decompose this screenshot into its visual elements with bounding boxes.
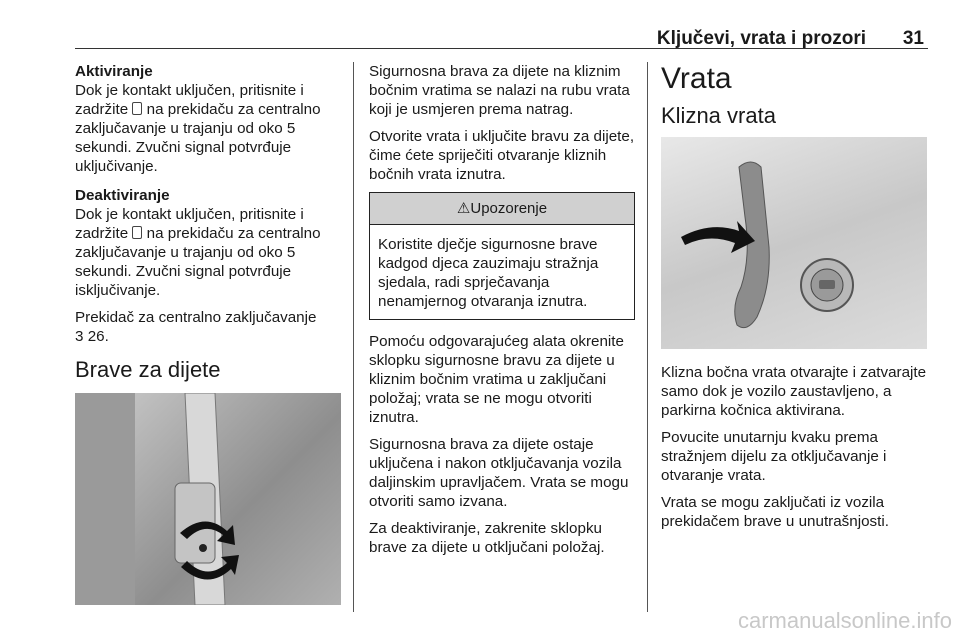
reference-page[interactable]: 26.: [87, 328, 109, 345]
watermark: carmanualsonline.info: [737, 608, 952, 633]
column-right: [661, 62, 929, 539]
paragraph: Otvorite vrata i uključite bravu za dijete, čime ćete spriječiti otvaranje kliznih bočnih vrata iznutra.: [369, 128, 635, 183]
column-divider: [647, 62, 648, 612]
deactivate-heading: Deaktiviranje: [75, 187, 170, 204]
pull-arrow-icon: [681, 221, 755, 253]
warning-title: Upozorenje: [470, 200, 548, 217]
deactivate-paragraph: Dok je kontakt uključen, pritisnite i zadržite na prekidaču za centralno zaključavanje u trajanju od oko 5 sekundi. Zvučni signal potvrđuje isključivanje.: [75, 206, 321, 299]
paragraph: Sigurnosna brava za dijete na kliznim bočnim vratima se nalazi na rubu vrata koji je usmjeren prema natrag.: [369, 63, 630, 118]
warning-text: Koristite dječje sigurnosne brave kadgod djeca zauzimaju stražnja sjedala, radi sprječavanja nenamjernog otvaranja iznutra.: [378, 236, 599, 310]
section-heading: Vrata: [661, 62, 732, 95]
activate-paragraph: Dok je kontakt uključen, pritisnite i zadržite na prekidaču za centralno zaključavanje u trajanju od oko 5 sekundi. Zvučni signal potvrđuje uključivanje.: [75, 82, 321, 175]
child-lock-illustration: [75, 393, 341, 605]
lock-switch-icon: [132, 226, 142, 239]
child-lock-heading: Brave za dijete: [75, 357, 221, 382]
reference-paragraph: Prekidač za centralno zaključavanje 3 26.: [75, 309, 317, 345]
paragraph: Vrata se mogu zaključati iz vozila prekidačem brave u unutrašnjosti.: [661, 494, 889, 530]
page-number: 31: [902, 28, 924, 49]
paragraph: Pomoću odgovarajućeg alata okrenite sklopku sigurnosne bravu za dijete u kliznim bočnim vratima u zaključani položaj; vrata se ne mogu otvoriti iznutra.: [369, 333, 624, 426]
column-divider: [353, 62, 354, 612]
paragraph: Sigurnosna brava za dijete ostaje uključena i nakon otključavanja vozila daljinskim upravljačem. Vrata se mogu otvoriti samo izvana.: [369, 436, 629, 510]
header-title: Ključevi, vrata i prozori: [656, 28, 866, 49]
paragraph: Klizna bočna vrata otvarajte i zatvarajte samo dok je vozilo zaustavljeno, a parkirna kočnica aktivirana.: [661, 364, 927, 419]
paragraph: Za deaktiviranje, zakrenite sklopku brave za dijete u otključani položaj.: [369, 520, 605, 556]
lock-switch-icon: [132, 102, 142, 115]
page-header: [75, 0, 928, 49]
column-middle: [369, 62, 635, 565]
reference-arrow: 3: [75, 328, 84, 345]
paragraph: Povucite unutarnju kvaku prema stražnjem dijelu za otključavanje i otvaranje vrata.: [661, 429, 887, 484]
sliding-door-illustration: [661, 137, 927, 349]
activate-heading: Aktiviranje: [75, 63, 153, 80]
warning-header: [370, 193, 634, 225]
warning-box: [369, 192, 635, 320]
warning-icon: ⚠: [456, 200, 471, 217]
subsection-heading: Klizna vrata: [661, 103, 776, 128]
column-left: [75, 62, 341, 605]
